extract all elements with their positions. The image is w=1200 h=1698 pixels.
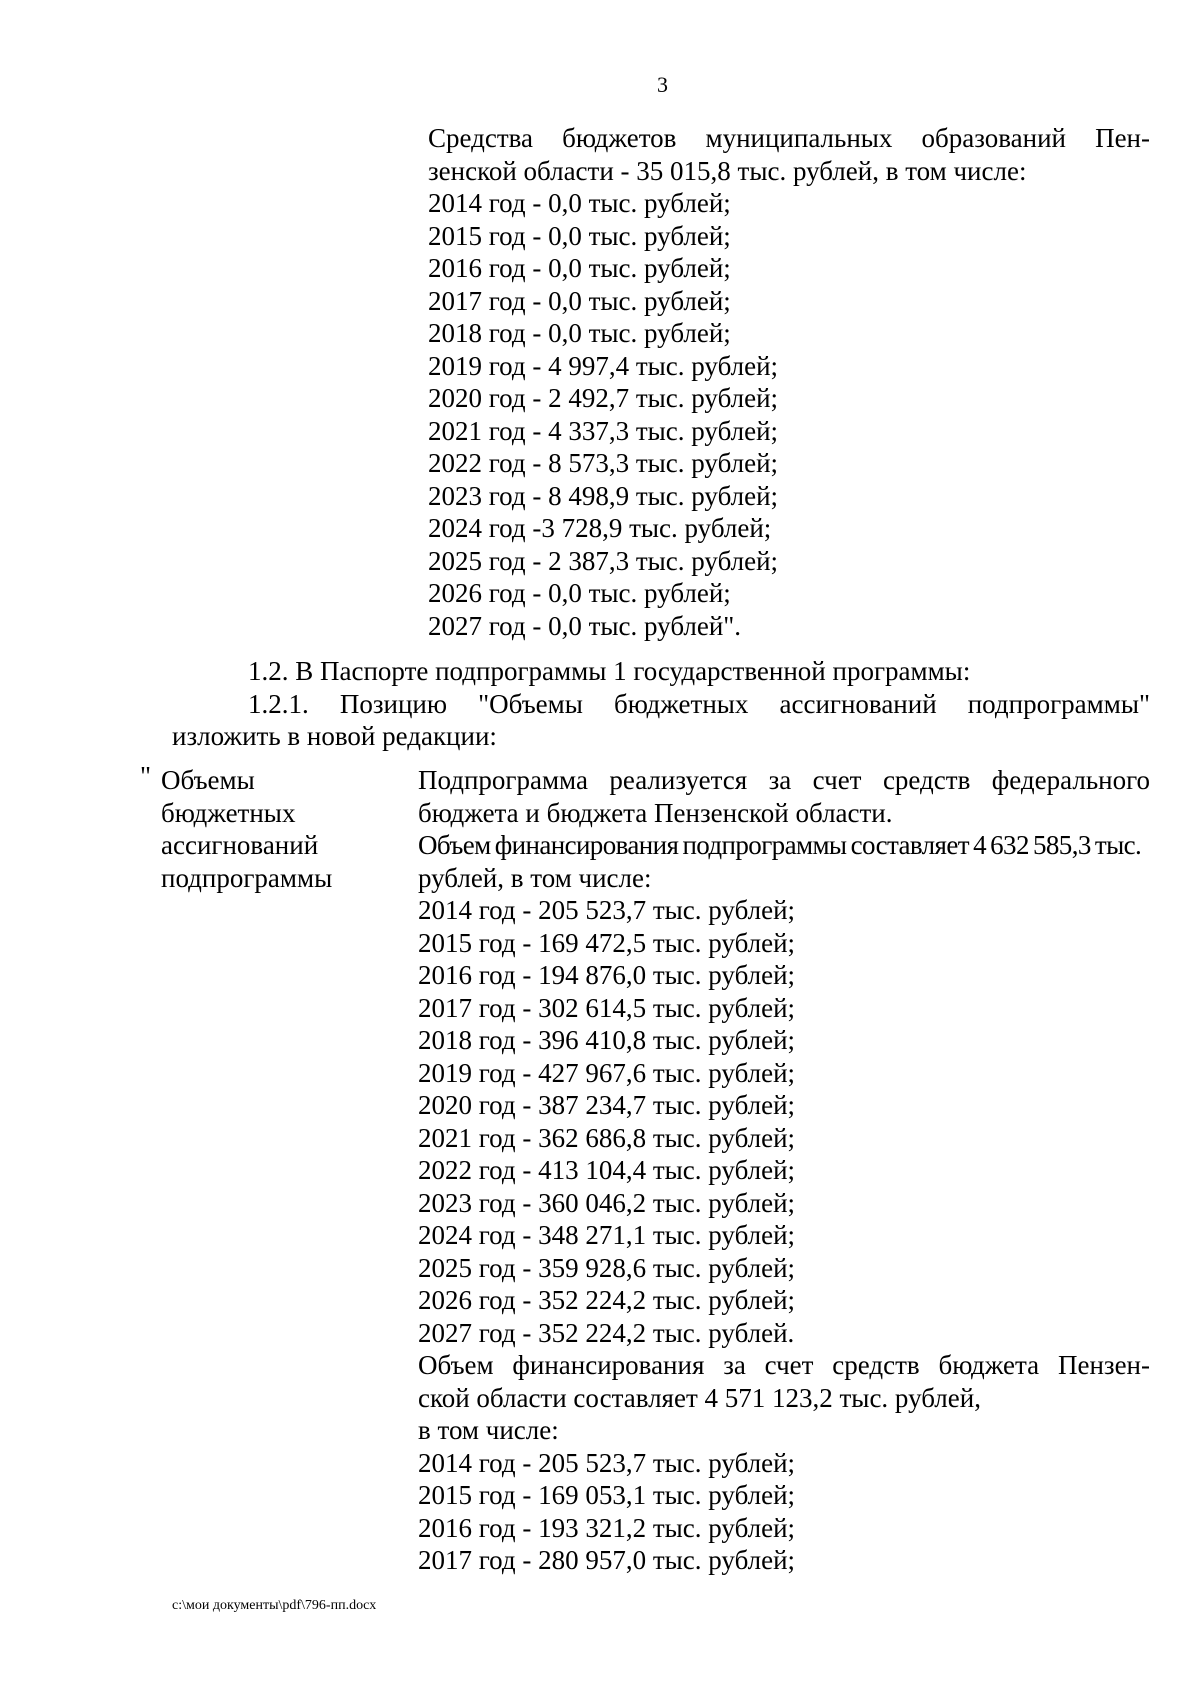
- year-line: 2014 год - 205 523,7 тыс. рублей;: [418, 895, 796, 925]
- intro-line: Подпрограмма реализуется за счет средств федерального: [418, 765, 1150, 795]
- year-line: 2020 год - 2 492,7 тыс. рублей;: [428, 383, 779, 413]
- year-line: 2016 год - 194 876,0 тыс. рублей;: [418, 960, 796, 990]
- position-name-line: ассигнований: [161, 830, 319, 860]
- year-line: 2026 год - 0,0 тыс. рублей;: [428, 578, 731, 608]
- total-financing-line: рублей, в том числе:: [418, 862, 652, 893]
- year-line: 2022 год - 8 573,3 тыс. рублей;: [428, 448, 779, 478]
- position-name-line: Объемы: [161, 765, 255, 795]
- year-line: 2018 год - 396 410,8 тыс. рублей;: [418, 1025, 796, 1055]
- year-line: 2020 год - 387 234,7 тыс. рублей;: [418, 1090, 796, 1120]
- year-line: 2024 год -3 728,9 тыс. рублей;: [428, 513, 772, 543]
- position-value-cell: [418, 764, 1150, 1577]
- year-line: 2014 год - 205 523,7 тыс. рублей;: [418, 1447, 796, 1478]
- year-line: 2016 год - 193 321,2 тыс. рублей;: [418, 1512, 796, 1543]
- item-1-2-1: 1.2.1. Позицию "Объемы бюджетных ассигнований подпрограммы": [248, 688, 1150, 719]
- text-line: зенской области - 35 015,8 тыс. рублей, в том числе:: [428, 155, 1027, 186]
- item-1-2: 1.2. В Паспорте подпрограммы 1 государственной программы:: [248, 656, 971, 686]
- year-line: 2017 год - 0,0 тыс. рублей;: [428, 285, 731, 316]
- year-line: 2027 год - 352 224,2 тыс. рублей.: [418, 1317, 795, 1348]
- position-name-line: бюджетных: [161, 797, 296, 828]
- item-1-2-1-continuation: изложить в новой редакции:: [172, 721, 497, 751]
- opening-quote: ": [140, 761, 152, 791]
- year-line: 2027 год - 0,0 тыс. рублей".: [428, 610, 742, 641]
- year-line: 2019 год - 4 997,4 тыс. рублей;: [428, 350, 779, 381]
- text-line: Средства бюджетов муниципальных образований Пен-: [428, 123, 1150, 153]
- amendment-section: [172, 655, 1150, 753]
- year-line: 2025 год - 359 928,6 тыс. рублей;: [418, 1252, 796, 1283]
- year-line: 2025 год - 2 387,3 тыс. рублей;: [428, 545, 779, 576]
- year-line: 2016 год - 0,0 тыс. рублей;: [428, 253, 731, 283]
- position-name-cell: [140, 761, 400, 894]
- intro-line: бюджета и бюджета Пензенской области.: [418, 797, 893, 828]
- year-line: 2023 год - 8 498,9 тыс. рублей;: [428, 480, 779, 511]
- year-line: 2018 год - 0,0 тыс. рублей;: [428, 318, 731, 348]
- year-line: 2024 год - 348 271,1 тыс. рублей;: [418, 1220, 796, 1250]
- year-line: 2017 год - 280 957,0 тыс. рублей;: [418, 1545, 796, 1575]
- regional-financing-line: в том числе:: [418, 1415, 559, 1445]
- year-line: 2015 год - 169 472,5 тыс. рублей;: [418, 927, 796, 958]
- year-line: 2017 год - 302 614,5 тыс. рублей;: [418, 992, 796, 1023]
- footer-file-path: c:\мои документы\pdf\796-пп.docx: [172, 1598, 377, 1613]
- year-line: 2026 год - 352 224,2 тыс. рублей;: [418, 1285, 796, 1315]
- total-financing-line: Объем финансирования подпрограммы составляет 4 632 585,3 тыс.: [418, 830, 1142, 860]
- regional-financing-line: ской области составляет 4 571 123,2 тыс. рублей,: [418, 1382, 981, 1413]
- year-line: 2019 год - 427 967,6 тыс. рублей;: [418, 1057, 796, 1088]
- regional-financing-line: Объем финансирования за счет средств бюджета Пензен-: [418, 1350, 1150, 1380]
- year-line: 2023 год - 360 046,2 тыс. рублей;: [418, 1187, 796, 1218]
- year-line: 2021 год - 362 686,8 тыс. рублей;: [418, 1122, 796, 1153]
- year-line: 2022 год - 413 104,4 тыс. рублей;: [418, 1155, 796, 1185]
- position-name-line: подпрограммы: [161, 862, 333, 893]
- page-number: 3: [657, 72, 668, 97]
- municipal-budget-section: [428, 122, 1150, 642]
- year-line: 2014 год - 0,0 тыс. рублей;: [428, 188, 731, 218]
- year-line: 2015 год - 0,0 тыс. рублей;: [428, 220, 731, 251]
- year-line: 2015 год - 169 053,1 тыс. рублей;: [418, 1480, 796, 1510]
- year-line: 2021 год - 4 337,3 тыс. рублей;: [428, 415, 779, 446]
